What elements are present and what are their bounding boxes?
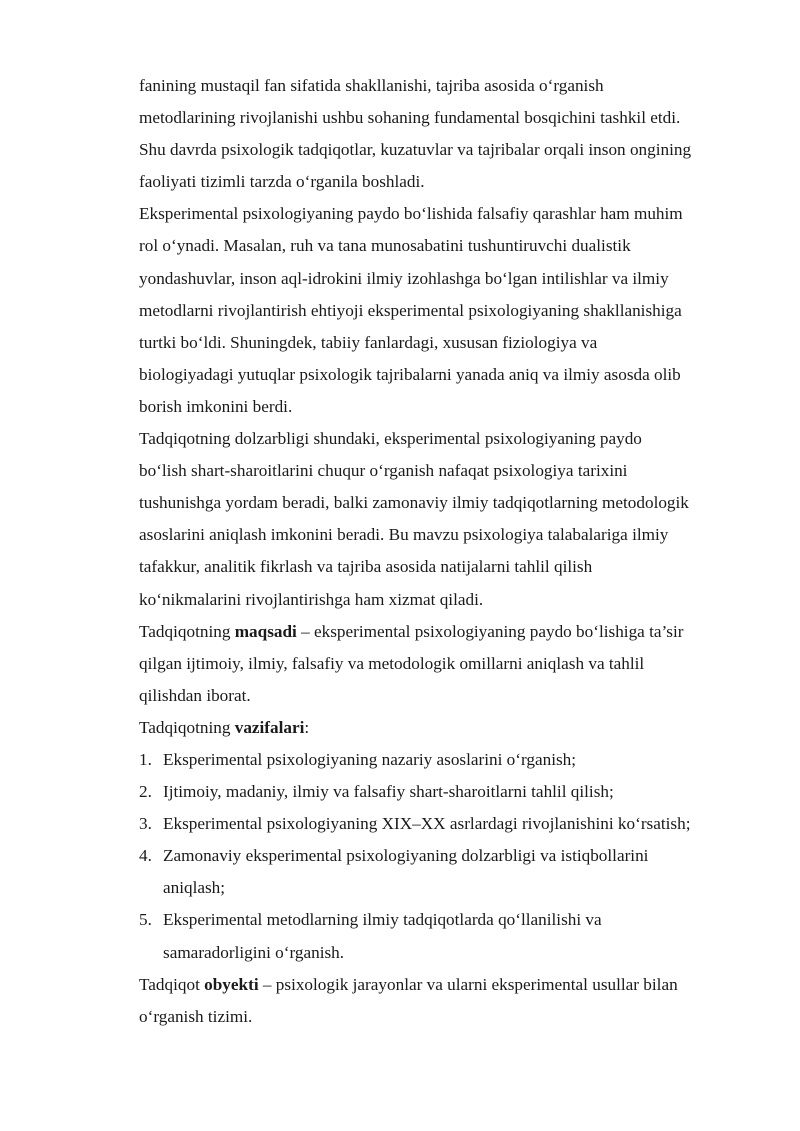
list-number: 2.	[139, 782, 152, 802]
text-line: Eksperimental psixologiyaning paydo bo‘lishida falsafiy qarashlar ham muhim	[139, 204, 683, 224]
text-line: o‘rganish tizimi.	[139, 1006, 253, 1026]
text-line: qilishdan iborat.	[139, 685, 251, 705]
list-item	[139, 904, 759, 968]
tasks-heading	[139, 712, 759, 744]
text-line: turtki bo‘ldi. Shuningdek, tabiiy fanlardagi, xususan fiziologiya va	[139, 332, 598, 352]
text-line: fanining mustaqil fan sifatida shakllanishi, tajriba asosida o‘rganish	[139, 76, 604, 95]
object-prefix: Tadqiqot	[139, 974, 205, 994]
list-item	[139, 744, 759, 776]
paragraph-object	[139, 969, 759, 1033]
list-item	[139, 776, 759, 808]
text-line: bo‘lish shart-sharoitlarini chuqur o‘rganish nafaqat psixologiya tarixini	[139, 461, 628, 481]
text-line: Eksperimental metodlarning ilmiy tadqiqotlarda qo‘llanilishi va	[163, 910, 602, 930]
list-number: 3.	[139, 814, 152, 834]
list-number: 5.	[139, 910, 152, 930]
tasks-heading-suffix: :	[304, 717, 310, 737]
text-line: Eksperimental psixologiyaning XIX–XX asrlardagi rivojlanishini ko‘rsatish;	[163, 814, 691, 834]
text-line: metodlarni rivojlantirish ehtiyoji eksperimental psixologiyaning shakllanishiga	[139, 300, 682, 320]
text-line: metodlarining rivojlanishi ushbu sohaning fundamental bosqichini tashkil etdi.	[139, 108, 681, 128]
tasks-list	[139, 744, 759, 969]
tasks-heading-prefix: Tadqiqotning	[139, 717, 235, 737]
text-line: faoliyati tizimli tarzda o‘rganila boshladi.	[139, 172, 425, 192]
text-line: ko‘nikmalarini rivojlantirishga ham xizmat qiladi.	[139, 589, 484, 609]
text-line: samaradorligini o‘rganish.	[163, 942, 345, 962]
list-number: 4.	[139, 846, 152, 866]
paragraph-goal	[139, 616, 759, 712]
object-rest: – psixologik jarayonlar va ularni eksperimental usullar bilan	[258, 974, 678, 994]
text-line: Ijtimoiy, madaniy, ilmiy va falsafiy shart-sharoitlarni tahlil qilish;	[163, 782, 614, 802]
list-number: 1.	[139, 749, 152, 769]
text-line: qilgan ijtimoiy, ilmiy, falsafiy va metodologik omillarni aniqlash va tahlil	[139, 653, 645, 673]
text-line: biologiyadagi yutuqlar psixologik tajribalarni yanada aniq va ilmiy asosda olib	[139, 364, 681, 384]
list-item	[139, 808, 759, 840]
text-line: asoslarini aniqlash imkonini beradi. Bu mavzu psixologiya talabalariga ilmiy	[139, 525, 669, 545]
text-line: Tadqiqotning dolzarbligi shundaki, eksperimental psixologiyaning paydo	[139, 429, 642, 449]
text-line: Eksperimental psixologiyaning nazariy asoslarini o‘rganish;	[163, 749, 577, 769]
text-line	[139, 969, 759, 1001]
text-line: yondashuvlar, inson aql-idrokini ilmiy izohlashga bo‘lgan intilishlar va ilmiy	[139, 268, 669, 288]
text-line	[139, 616, 759, 648]
text-line: aniqlash;	[163, 878, 226, 898]
text-line: tushunishga yordam beradi, balki zamonaviy ilmiy tadqiqotlarning metodologik	[139, 493, 689, 513]
text-line: borish imkonini berdi.	[139, 396, 293, 416]
text-line: Zamonaviy eksperimental psixologiyaning dolzarbligi va istiqbollarini	[163, 846, 649, 866]
text-line: tafakkur, analitik fikrlash va tajriba asosida natijalarni tahlil qilish	[139, 557, 593, 577]
tasks-heading-keyword: vazifalari	[234, 717, 305, 737]
object-keyword: obyekti	[204, 974, 259, 994]
text-line: Shu davrda psixologik tadqiqotlar, kuzatuvlar va tajribalar orqali inson ongining	[139, 140, 692, 160]
goal-prefix: Tadqiqotning	[139, 621, 235, 641]
paragraph-relevance	[139, 423, 759, 616]
text-line: rol o‘ynadi. Masalan, ruh va tana munosabatini tushuntiruvchi dualistik	[139, 236, 631, 256]
paragraph-intro-continuation	[139, 70, 759, 198]
list-item	[139, 840, 759, 904]
goal-keyword: maqsadi	[234, 621, 297, 641]
document-page	[139, 70, 759, 1033]
text-line	[139, 712, 759, 744]
paragraph-philosophy	[139, 198, 759, 423]
goal-rest: – eksperimental psixologiyaning paydo bo‘lishiga ta’sir	[296, 621, 684, 641]
